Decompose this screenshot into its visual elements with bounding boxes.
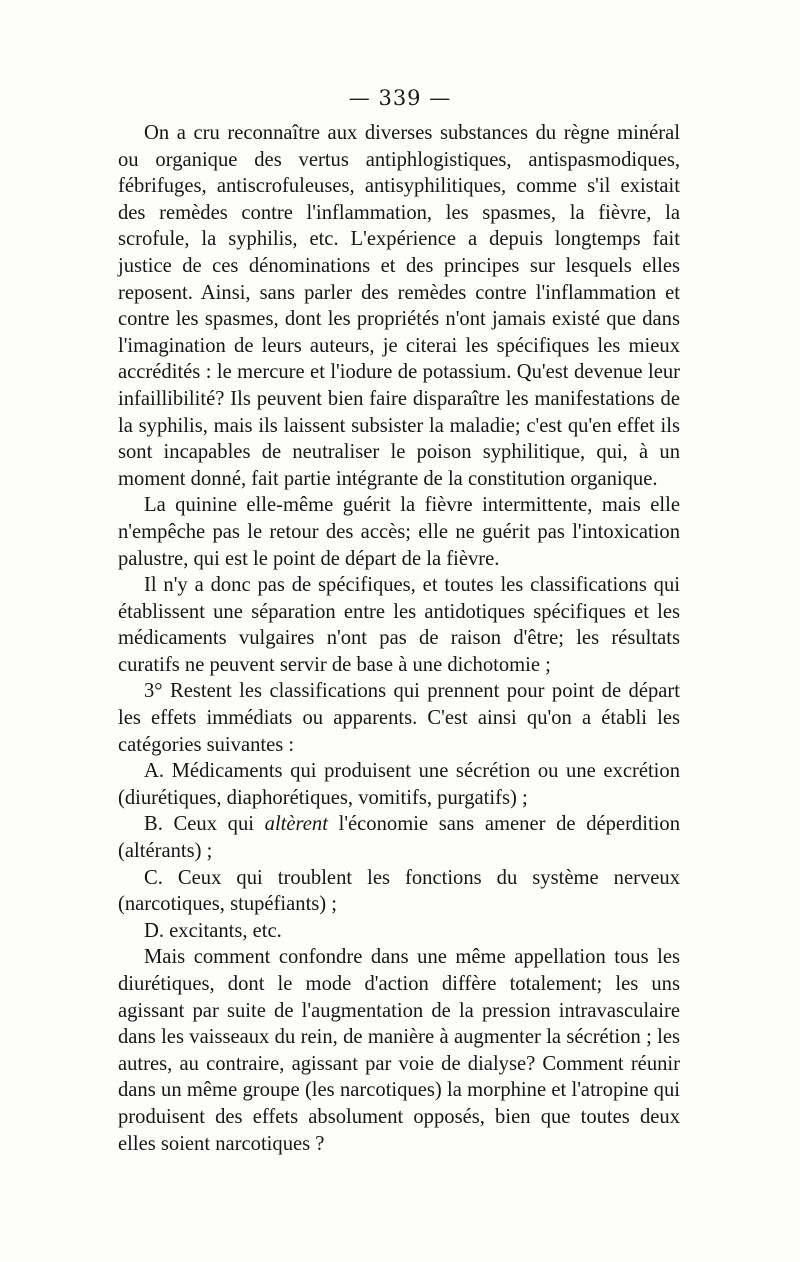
list-item-b-start: B. Ceux qui bbox=[144, 813, 265, 836]
list-item-b-end: l'économie sans amener de déperdition (altérants) ; bbox=[118, 813, 680, 863]
body-text bbox=[118, 120, 680, 1157]
page-number: — 339 — bbox=[348, 86, 452, 110]
paragraph: Mais comment confondre dans une même appellation tous les diurétiques, dont le mode d'action diffère totalement; les uns agissant par suite de l'augmentation de la pression intravasculaire dans les vaisseaux du rein, de manière à augmenter la sécrétion ; les autres, au contraire, agissant par voie de dialyse? Comment réunir dans un même groupe (les narcotiques) la morphine et l'atropine qui produisent des effets absolument opposés, bien que toutes deux elles soient narcotiques ? bbox=[118, 946, 680, 1155]
list-item-b bbox=[118, 811, 680, 864]
paragraph: On a cru reconnaître aux diverses substances du règne minéral ou organique des vertus antiphlogistiques, antispasmodiques, fébrifuges, antiscrofuleuses, antisyphilitiques, comme s'il existait des remèdes contre l'inflammation, les spasmes, la fièvre, la scrofule, la syphilis, etc. L'expérience a depuis longtemps fait justice de ces dénominations et des principes sur lesquels elles reposent. Ainsi, sans parler des remèdes contre l'inflammation et contre les spasmes, dont les propriétés n'ont jamais existé que dans l'imagination de leurs auteurs, je citerai les spécifiques les mieux accrédités : le mercure et l'iodure de potassium. Qu'est devenue leur infaillibilité? Ils peuvent bien faire disparaître les manifestations de la syphilis, mais ils laissent subsister la maladie; c'est qu'en effet ils sont incapables de neutraliser le poison syphilitique, qui, à un moment donné, fait partie intégrante de la constitution organique. bbox=[118, 122, 680, 490]
list-item-d: D. excitants, etc. bbox=[144, 919, 282, 942]
italic-term: altèrent bbox=[264, 813, 328, 836]
paragraph: La quinine elle-même guérit la fièvre intermittente, mais elle n'empêche pas le retour des accès; elle ne guérit pas l'intoxication palustre, qui est le point de départ de la fièvre. bbox=[118, 494, 680, 570]
list-item-c: C. Ceux qui troublent les fonctions du système nerveux (narcotiques, stupéfiants) ; bbox=[118, 866, 680, 916]
list-item-a: A. Médicaments qui produisent une sécrétion ou une excrétion (diurétiques, diaphorétiques, vomitifs, purgatifs) ; bbox=[118, 760, 680, 809]
paragraph: Il n'y a donc pas de spécifiques, et toutes les classifications qui établissent une séparation entre les antidotiques spécifiques et les médicaments vulgaires n'ont pas de raison d'être; les résultats curatifs ne peuvent servir de base à une dichotomie ; bbox=[118, 574, 680, 676]
paragraph: 3° Restent les classifications qui prennent pour point de départ les effets immédiats ou apparents. C'est ainsi qu'on a établi les catégories suivantes : bbox=[118, 680, 680, 756]
